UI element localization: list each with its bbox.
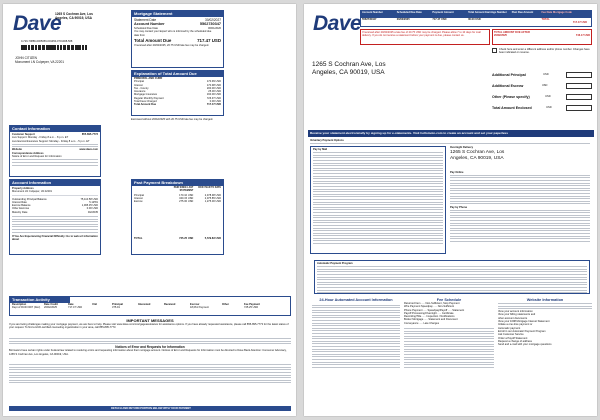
account-row: Maturity Date 0/2/2035 bbox=[12, 210, 98, 214]
pay-phone-heading: Pay by Phone bbox=[450, 206, 468, 210]
recipient-name: JOHN CITIZEN bbox=[15, 56, 37, 60]
late-amount-box bbox=[492, 29, 592, 45]
web-item: Send and e-mail with your mortgage questions bbox=[498, 343, 552, 347]
explanation-row: Principal 170.99 USD bbox=[134, 80, 221, 84]
late-fee-note: If received after 20/02/2025, 20.75 USD late fee may be charged. bbox=[134, 43, 209, 47]
web-item: View your 1098 Mortgage Interest Statement bbox=[498, 320, 550, 324]
account-box bbox=[9, 179, 101, 255]
web-item: Initiate a one-time payment or bbox=[498, 323, 533, 327]
additional-fields: Additional Principal USD Additional Escrow USD Other (Please specify) USD Total Amount Enclosed USD bbox=[492, 72, 592, 111]
automated-info-heading: 24-Hour Automated Account Information bbox=[319, 298, 393, 302]
total-due: 717.47 USD bbox=[197, 37, 221, 43]
breakdown-col-ytd: PAID YEAR TO DATE bbox=[198, 187, 221, 189]
breakdown-row: Escrow 275.00 USD 1,275.00 USD bbox=[134, 200, 221, 204]
fee-item: Conveyance ..... Late Charges bbox=[404, 321, 440, 325]
customer-support-label: Customer Support bbox=[12, 133, 35, 136]
late-amount-label: TOTAL AMOUNT DUE AFTER bbox=[494, 31, 530, 34]
recipient-address: Monument LN Culpeper, VA 22201 bbox=[15, 60, 65, 64]
auto-payment-box bbox=[314, 260, 590, 294]
notices-heading: Notices of Error and Requests for Information bbox=[115, 345, 185, 350]
additional-escrow-input[interactable] bbox=[566, 83, 592, 89]
coupon-total-label: TOTAL bbox=[541, 18, 550, 21]
transactions-box bbox=[9, 296, 291, 316]
additional-escrow-label: Additional Escrow bbox=[492, 84, 524, 88]
explanation-row: Mortgage Insurance 160.00 USD bbox=[134, 93, 221, 97]
explanation-row: Insurance 25.00 USD bbox=[134, 90, 221, 94]
fee-item: Broker Mortgage ..... Statement and Document bbox=[404, 318, 458, 322]
col-other: Other bbox=[222, 303, 229, 306]
statement-page-front bbox=[3, 4, 296, 416]
scheduled-due-label: Scheduled Due Date bbox=[134, 27, 158, 30]
col-unit: Unit bbox=[92, 303, 98, 306]
col-date-credit: Date Credit bbox=[44, 303, 58, 306]
account-heading: Account Information bbox=[10, 180, 100, 186]
account-row: Other Escrows 0.00 USD bbox=[12, 207, 98, 211]
explanation-sub: PRINCIPAL AND CURR bbox=[134, 77, 163, 80]
fee-schedule-heading: Fee Schedule bbox=[436, 298, 462, 302]
web-item: Automatic payment bbox=[498, 326, 521, 330]
breakdown-row: Principal 170.10 USD 2,378.98 USD bbox=[134, 193, 221, 197]
web-item: View your account information bbox=[498, 310, 533, 314]
fee-item: Payoff Processing/Overnight ..... Certificate bbox=[404, 311, 454, 315]
sender-address-2: Angeles, CA 90019, USA bbox=[55, 16, 92, 20]
account-number: 5562730347 bbox=[199, 22, 221, 26]
fee-schedule-section bbox=[404, 298, 494, 368]
fee-item: Phone Payment ..... Speedpay/Payoff ..... Statement bbox=[404, 308, 465, 312]
other-amount-input[interactable] bbox=[566, 94, 592, 100]
customer-support-phone[interactable]: 855-895-7773 bbox=[81, 133, 98, 136]
late-amount-date: 20/02/2025 bbox=[494, 34, 507, 38]
auto-payment-heading: Automatic Payment Program bbox=[317, 262, 353, 265]
voluntary-options: Voluntary Payment Options bbox=[310, 139, 344, 142]
col-principal: Principal bbox=[112, 303, 123, 306]
sender-address-1: 1265 S Cochran Ave, Los bbox=[55, 12, 93, 16]
website-info-section bbox=[498, 298, 592, 346]
statement-date-label: Statement Date bbox=[134, 18, 157, 22]
explanation-row: Regular Monthly Payment 726.97 USD bbox=[134, 96, 221, 100]
explanation-box bbox=[131, 70, 224, 116]
scheduled-due: 06/01/2026 bbox=[208, 27, 221, 30]
web-item: Ask Customer Service bbox=[498, 333, 524, 337]
contact-box bbox=[9, 125, 101, 177]
fee-item: Returned Item ..... Non-Sufficient, Stop Payment bbox=[404, 302, 460, 305]
postal-barcode bbox=[21, 45, 91, 50]
address-change-note: Check here and enter a different address and/or phone number. Changes have been indicated on reverse. bbox=[499, 48, 590, 54]
breakdown-box bbox=[131, 179, 224, 255]
coupon-header: Account Number Scheduled Due Date Payment Amount Total Amount Earnings Number Past Due Amount Fee Date Mortgage Code 5562730347 20/02/2025 717.47 USD 00.00 USD TOTAL 717.47 USD bbox=[360, 10, 592, 27]
notices-paragraph: Borrowers have certain rights under Federal law related to resolving errors and requesting information about their mortgage account. Notices of Error and Requests for Information must be directed to Dave Bank Attention: Consumer Advocacy, 1265 S Cochran Ave, Los Angeles, CA 90019, USA. bbox=[9, 349, 287, 356]
other-amount-label: Other (Please specify) bbox=[492, 95, 530, 99]
breakdown-heading: Past Payment Breakdown bbox=[132, 180, 223, 186]
additional-principal-label: Additional Principal bbox=[492, 73, 526, 77]
explanation-total-row: Total Amount Due 717.47 USD bbox=[134, 103, 221, 107]
detach-footer: DETACH AND RETURN PORTION BELOW WITH YOUR PAYMENT bbox=[9, 406, 291, 411]
web-item: Order a Payoff Statement bbox=[498, 336, 528, 340]
breakdown-total-row: TOTAL 725.25 USD 5,729.83 USD bbox=[134, 237, 221, 241]
explanation-footnote: Escrowed without 20/02/2025 with 20.75 USD late fee may be charged. bbox=[131, 118, 214, 121]
col-interested: Interested bbox=[138, 303, 151, 306]
late-amount-value: 746.17 USD bbox=[575, 34, 590, 38]
overnight-heading: Overnight Delivery bbox=[450, 146, 474, 149]
web-item: other account documents bbox=[498, 316, 528, 320]
late-payment-note: If received after 20/02/2025 a late fee of 20.75 USD may be charged. Please allow 7 to 10 days for mail delivery. If you do not receive a statement before your payment is due, please contact us. bbox=[360, 29, 490, 45]
correspondence-note: Notice of Error and Request for Information bbox=[12, 155, 62, 159]
col-received: Received bbox=[164, 303, 176, 306]
website-info-heading: Website Information bbox=[526, 298, 564, 302]
breakdown-row: Interest 340.15 USD 2,075.85 USD bbox=[134, 196, 221, 200]
col-date: Date bbox=[68, 303, 74, 306]
account-number-label: Account Number bbox=[134, 22, 165, 26]
col-escrow: Escrow bbox=[190, 303, 200, 306]
explanation-heading: Explanation of Total Amount Due bbox=[132, 71, 223, 77]
estatement-banner: Receive your statement electronically by signing up for e-statements. Visit hollomoto.com to create an account and set your paperless bbox=[308, 130, 594, 137]
statement-date: 30/02/2027 bbox=[205, 18, 221, 22]
breakdown-col-since: PAID SINCE LAST STATEMENT bbox=[173, 187, 194, 193]
total-enclosed-label: Total Amount Enclosed bbox=[492, 106, 532, 110]
remit-address: 1265 S Cochran Ave, Los Angeles, CA 90019, USA bbox=[312, 61, 386, 76]
correspondence-label: Correspondence Address bbox=[12, 151, 44, 155]
pay-by-mail-box bbox=[310, 146, 446, 254]
property-label: Property Address bbox=[12, 187, 34, 190]
explanation-row: Tax - County 200.00 USD bbox=[134, 86, 221, 90]
website-link[interactable]: www.dave.com bbox=[79, 148, 98, 152]
web-item: View your billing statements and bbox=[498, 313, 536, 317]
pay-by-mail-heading: Pay by Mail bbox=[313, 148, 328, 151]
important-paragraph: If you are facing challenges making your mortgage payment, we are here to help. Please visit www.dave.com/mortgageassistance for assistance options. If you have already requested assistance, please call 855-895-7773 for the latest status of your request. To find a HUD-certified counseling organization in your area, call 855-895-7773. bbox=[9, 323, 289, 330]
account-row: Interest Rate 5.125% bbox=[12, 200, 98, 204]
barcode-number: 0-726-70886-0005056-001450-0701008-568 bbox=[21, 40, 73, 43]
transaction-row: Dept of RUD 0007 (Dec) 20/02/2025 717.47 USD 375.91 18,061 Payment 725.25 USD bbox=[12, 306, 259, 310]
explanation-row: Total Fees Charged 0.00 USD bbox=[134, 100, 221, 104]
fee-item: Wire Payment Speedpay ..... Non-Sufficient bbox=[404, 305, 454, 309]
dave-logo: Dave bbox=[313, 12, 362, 35]
additional-principal-input[interactable] bbox=[566, 72, 592, 78]
coupon-due-date: 20/02/2025 bbox=[396, 18, 410, 21]
coupon-account-number: 5562730347 bbox=[362, 18, 377, 21]
account-row: Escrow Balance 1,095.35 USD bbox=[12, 204, 98, 208]
overnight-address: 1265 S Cochran Ave, Los Angeles, CA 90019, USA bbox=[450, 150, 505, 161]
statement-page-back bbox=[304, 4, 597, 416]
web-item: Enroll in our Automatic Payment Program bbox=[498, 329, 546, 333]
mortgage-statement-box bbox=[131, 10, 224, 68]
overnight-section bbox=[450, 146, 590, 254]
live-support-hours: Live Support: Monday - Friday 8 a.m. - 8 p.m. ET bbox=[12, 136, 69, 140]
web-item: Request a change of address bbox=[498, 339, 532, 343]
contact-heading: Contact Information bbox=[10, 126, 100, 132]
fee-item: Recording/Title ..... Inspection / Notifications bbox=[404, 315, 455, 319]
dave-logo: Dave bbox=[13, 12, 62, 35]
total-enclosed-input[interactable] bbox=[566, 105, 592, 111]
escrow-support-hours: Live Escrow/Insurance Support: Monday - Friday 8 a.m. - 5 p.m. ET bbox=[12, 139, 90, 143]
website-label: Website bbox=[12, 148, 22, 152]
account-row: Outstanding Principal Balance 75,110.58 USD bbox=[12, 197, 98, 201]
total-due-label: Total Amount Due bbox=[134, 37, 172, 43]
mortgage-statement-heading: Mortgage Statement bbox=[132, 11, 223, 17]
col-description: Description bbox=[12, 303, 27, 306]
coupon-total-due: 717.47 USD bbox=[572, 21, 587, 25]
financial-difficulty-note: If You Are Experiencing Financial Difficulty: Go to web url information about bbox=[12, 234, 98, 241]
mortgage-note-1: You may contact your Expert who is informed by the scheduled due bbox=[134, 30, 212, 34]
important-messages bbox=[9, 318, 291, 384]
col-fee-payment: Fee Payment bbox=[244, 303, 261, 306]
transactions-heading: Transaction Activity bbox=[10, 297, 70, 303]
property-address: Monument LN Culpeper, VA 22201 bbox=[12, 190, 52, 194]
explanation-row: Interest 170.98 USD bbox=[134, 83, 221, 87]
address-change-checkbox[interactable] bbox=[492, 48, 497, 53]
automated-info-section bbox=[312, 298, 400, 368]
coupon-payment: 717.47 USD bbox=[432, 18, 447, 21]
important-heading: IMPORTANT MESSAGES bbox=[126, 318, 174, 323]
mortgage-note-2: date from bbox=[134, 33, 145, 37]
pay-online-heading: Pay Online bbox=[450, 171, 464, 175]
